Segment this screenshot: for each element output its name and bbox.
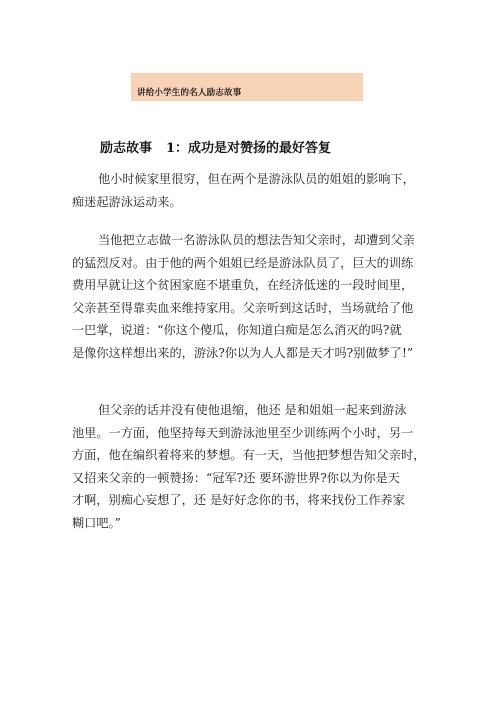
header-band — [131, 73, 363, 101]
story-title — [100, 137, 331, 156]
paragraph-2 — [72, 229, 434, 364]
paragraph-line: 池里。一方面，他坚持每天到游泳池里至少训练两个小时，另一 — [72, 425, 414, 440]
paragraph-line: 父亲甚至得靠卖血来维持家用。父亲听到这话时，当场就给了他 — [72, 300, 414, 315]
paragraph-line: 的猛烈反对。由于他的两个姐姐已经是游泳队员了，巨大的训练 — [72, 255, 414, 270]
paragraph-line: 但父亲的话并没有使他退缩，他还 是和姐姐一起来到游泳 — [98, 403, 407, 417]
paragraph-3 — [72, 399, 434, 534]
paragraph-line: 又招来父亲的一顿赞扬：“冠军?还 要环游世界?你以为你是天 — [72, 470, 400, 485]
paragraph-line: 痴迷起游泳运动来。 — [72, 194, 182, 209]
story-title-heading: 1：成功是对赞扬的最好答复 — [166, 141, 332, 156]
paragraph-line: 糊口吧。” — [72, 515, 121, 530]
paragraph-line: 他小时候家里很穷，但在两个是游泳队员的姐姐的影响下， — [98, 172, 415, 186]
paragraph-1 — [72, 168, 434, 213]
header-title: 讲给小学生的名人励志故事 — [137, 88, 242, 98]
story-title-label: 励志故事 — [100, 141, 153, 156]
paragraph-line: 方面，他在编织着将来的梦想。有一天，当他把梦想告知父亲时， — [72, 448, 426, 462]
paragraph-line: 才啊，别痴心妄想了，还 是好好念你的书，将来找份工作养家 — [72, 493, 405, 507]
paragraph-line: 一巴掌，说道：“你这个傻瓜，你知道白痴是怎么消灭的吗?就 — [72, 323, 402, 337]
paragraph-line: 费用早就让这个贫困家庭不堪重负，在经济低迷的一段时间里， — [72, 278, 414, 292]
paragraph-line: 是像你这样想出来的，游泳?你以为人人都是天才吗?别做梦了!” — [72, 345, 414, 360]
paragraph-line: 当他把立志做一名游泳队员的想法告知父亲时，却遭到父亲 — [98, 233, 415, 247]
